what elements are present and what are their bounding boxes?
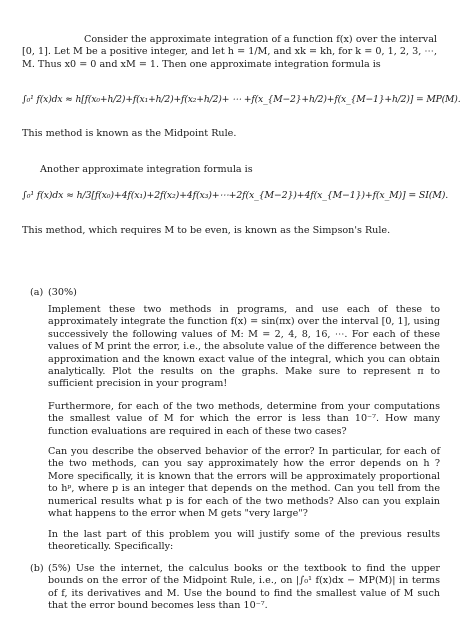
another-formula-intro: Another approximate integration formula is (40, 164, 253, 175)
part-b-text: (5%) Use the internet, the calculus books or the textbook to find the upper bounds on the error of the Midpoint Rule, i.e., on |∫₀¹ f(x)dx − MP(M)| in terms of f, its derivatives and M. Use the bound to find the smallest value of M such that the error bound becomes less than 10⁻⁷. (48, 563, 440, 612)
part-a-label: (a) (30, 287, 44, 298)
part-a-weight: (30%) (48, 287, 77, 298)
part-a-paragraph-1: Implement these two methods in programs, and use each of these to approximately integrate the function f(x) = sin(πx) over the interval [0, 1], using successively the following values of M: M = 2, 4, 8, 16, ⋯. For each of these values of M print the error, i.e., the absolute value of the difference between the approximation and the known exact value of the integral, which you can obtain analytically. Plot the results on the graphs. Make sure to represent π to sufficient precision in your program! (48, 304, 440, 390)
part-a-paragraph-3: Can you describe the observed behavior of the error? In particular, for each of the two methods, can you say approximately how the error depends on h ? More specifically, it is known that the errors will be approximately proportional to hᵖ, where p is an integer that depends on the method. Can you tell from the numerical results what p is for each of the two methods? Also can you explain what happens to the error when M gets "very large"? (48, 446, 440, 520)
simpson-formula: ∫₀¹ f(x)dx ≈ h/3[f(x₀)+4f(x₁)+2f(x₂)+4f(x₃)+⋯+2f(x_{M−2})+4f(x_{M−1})+f(x_M)] = SI(M). (22, 190, 449, 201)
midpoint-formula: ∫₀¹ f(x)dx ≈ h[f(x₀+h/2)+f(x₁+h/2)+f(x₂+h/2)+ ⋯ +f(x_{M−2}+h/2)+f(x_{M−1}+h/2)] = MP(M). (22, 94, 461, 105)
part-b-label: (b) (30, 563, 44, 574)
part-a-paragraph-4: In the last part of this problem you will justify some of the previous results theoretically. Specifically: (48, 529, 440, 553)
intro-paragraph: Consider the approximate integration of a function f(x) over the interval [0, 1]. Let M be a positive integer, and let h = 1/M, and xk = kh, for k = 0, 1, 2, 3, ⋯, M. Thus x0 = 0 and xM = 1. Then one approximate integration formula is (22, 34, 437, 70)
simpson-caption: This method, which requires M to be even, is known as the Simpson's Rule. (22, 225, 391, 236)
part-a-paragraph-2: Furthermore, for each of the two methods, determine from your computations the smallest value of M for which the error is less than 10⁻⁷. How many function evaluations are required in each of these two cases? (48, 401, 440, 437)
midpoint-caption: This method is known as the Midpoint Rule. (22, 128, 237, 139)
